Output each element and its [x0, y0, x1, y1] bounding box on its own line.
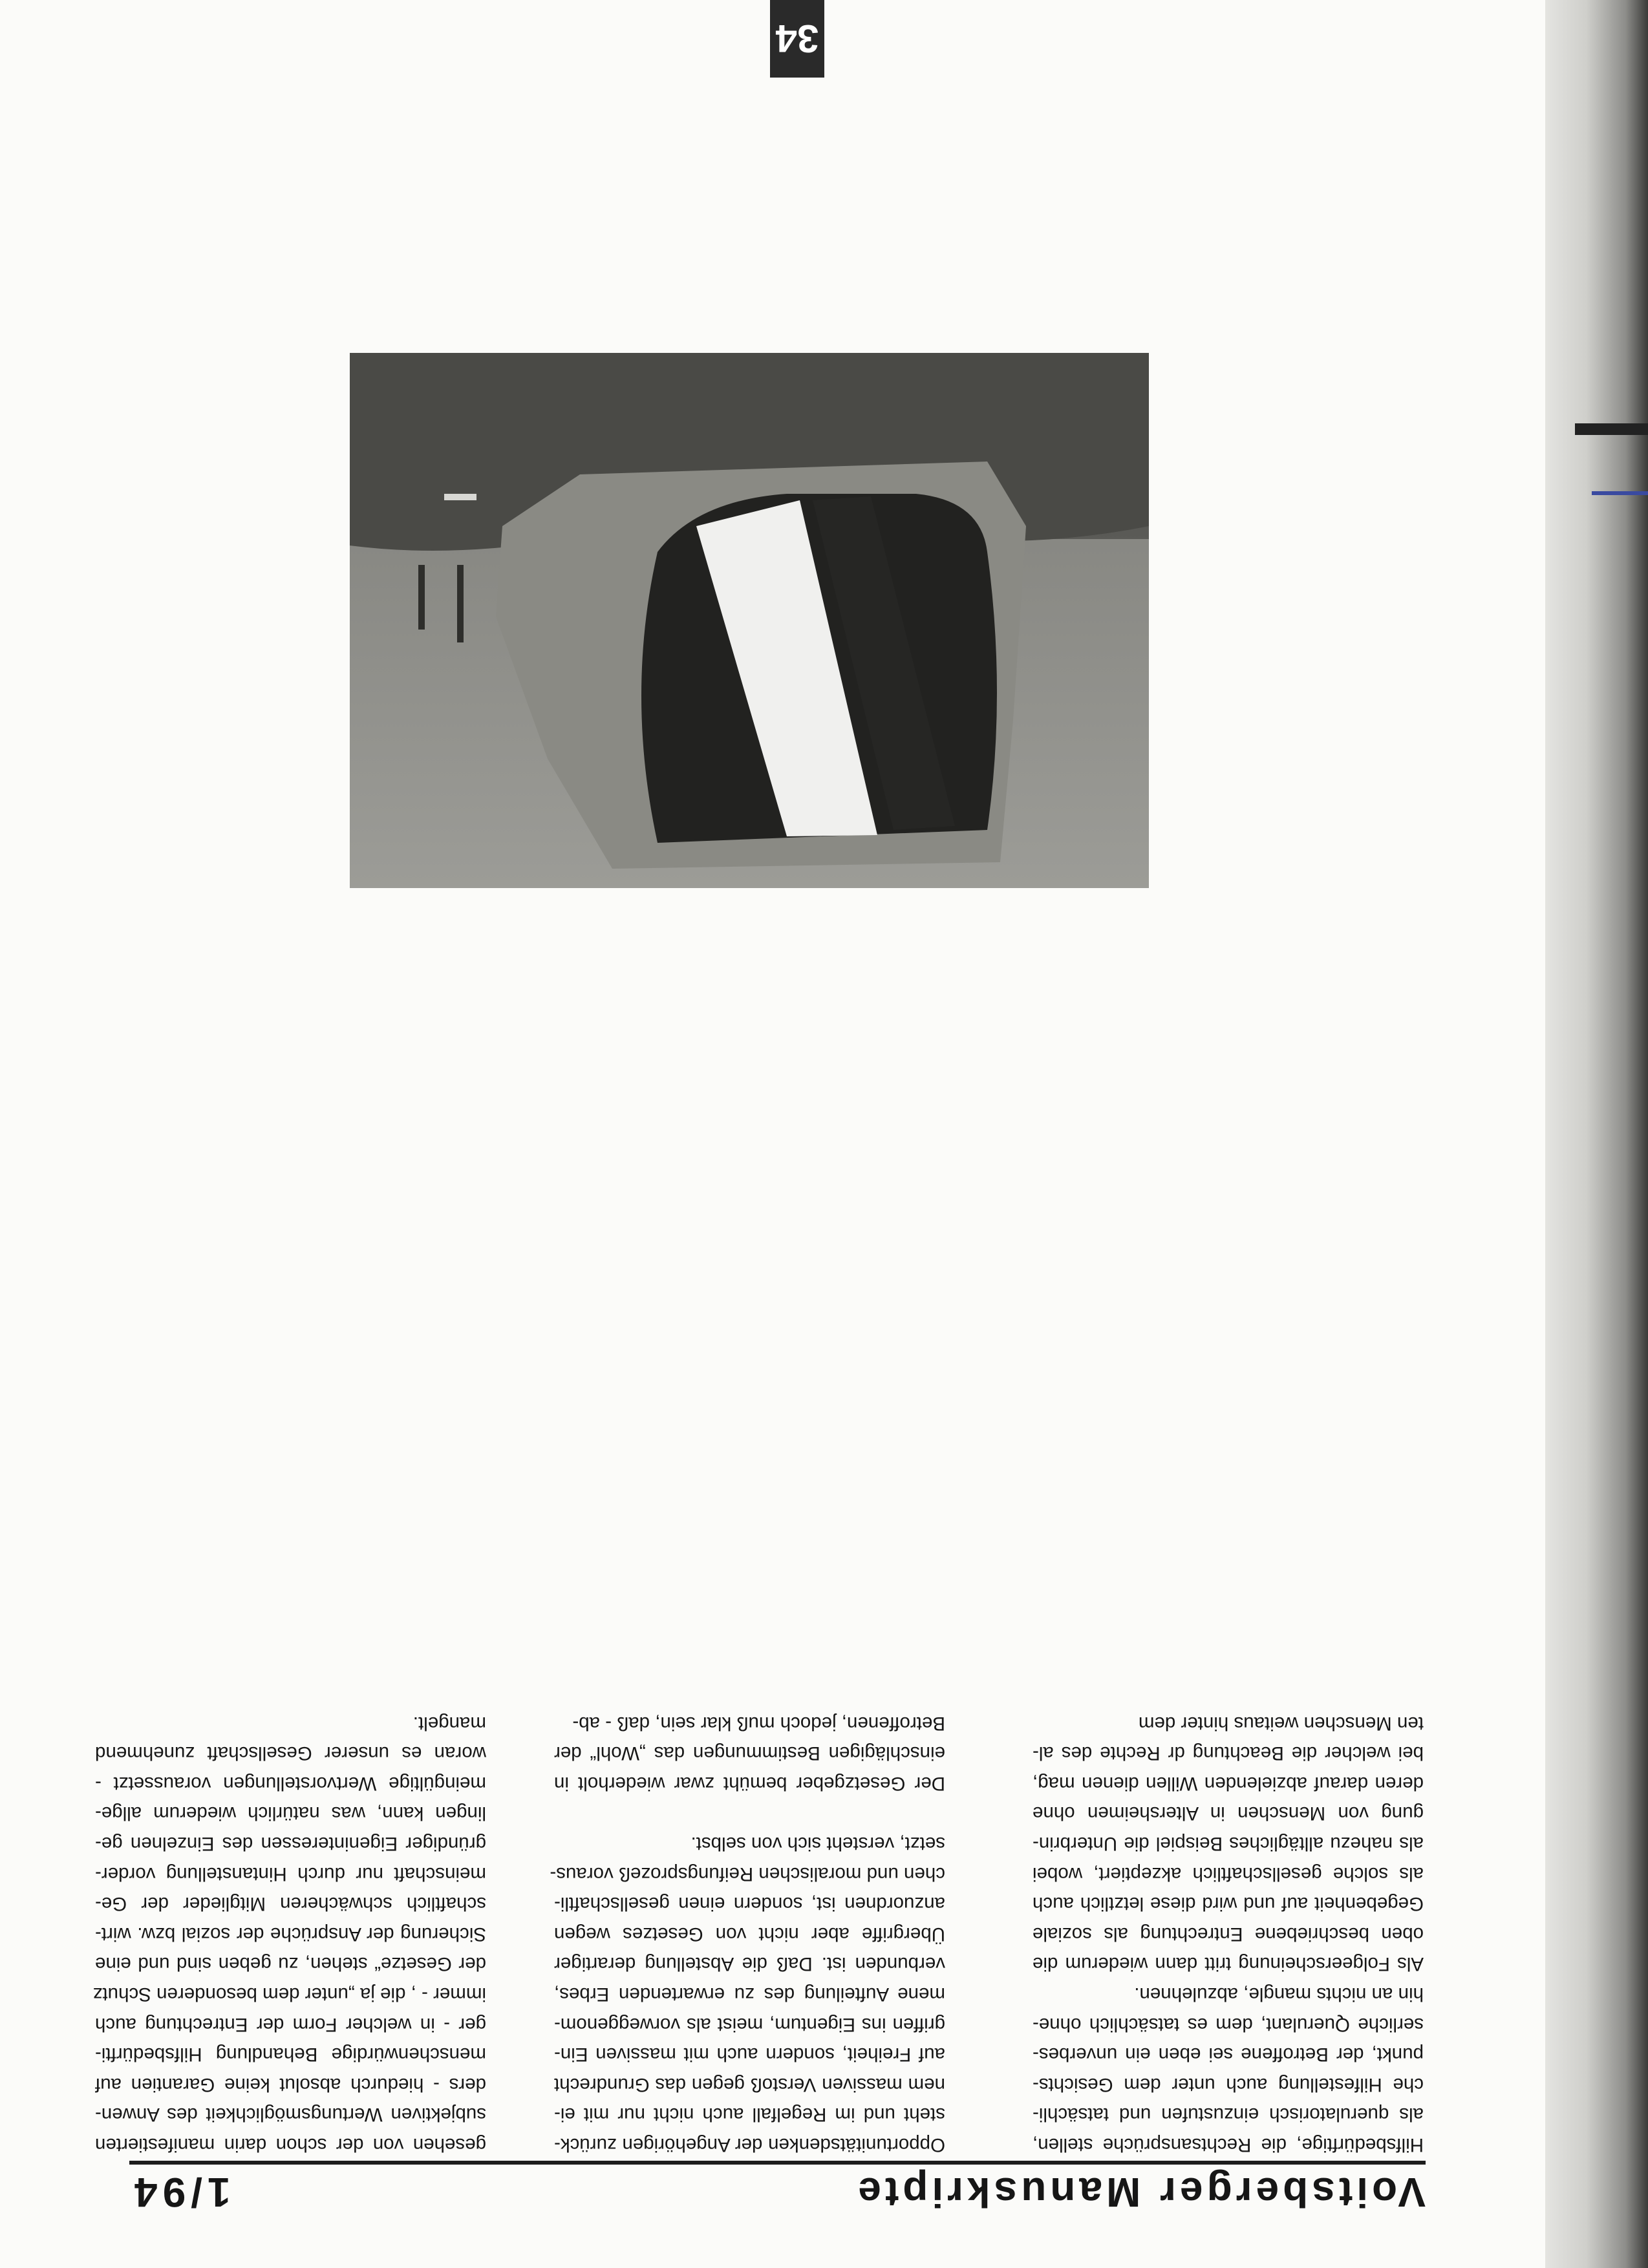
text-line: griffen ins Eigentum, meist als vorweggenom-: [554, 2013, 945, 2035]
text-line: der Gesetze“ stehen, zu geben sind und eine: [95, 1953, 486, 1975]
text-line: punkt, der Betroffene sei eben ein unverbes-: [1033, 2044, 1424, 2066]
text-line: setzt, versteht sich von selbst.: [690, 1833, 945, 1855]
text-line: subjektiven Wertungsmöglichkeit des Anwen-: [95, 2104, 486, 2126]
text-line: Betroffenen, jedoch muß klar sein, daß - ab-: [572, 1712, 945, 1734]
binding-strip: [1575, 423, 1648, 435]
text-line: anzuordnen ist, sondern einen gesellschaftli-: [554, 1893, 945, 1915]
text-line: steht und im Regelfall auch nicht nur mit ei-: [554, 2104, 945, 2126]
text-line: ger - in welcher Form der Entrechtung auch: [95, 2013, 486, 2035]
journal-title: Voitsberger Manuskripte: [854, 2169, 1426, 2216]
text-line: mangelt.: [412, 1712, 486, 1734]
text-line: einschlägigen Bestimmungen das „Wohl“ der: [554, 1743, 945, 1765]
photograph: [350, 353, 1149, 888]
text-line: nem massiven Verstoß gegen das Grundrecht: [554, 2073, 945, 2095]
text-line: Sicherung der Ansprüche der sozial bzw. wirt-: [95, 1923, 486, 1945]
text-line: gründiger Eigeninteressen des Einzelnen ge-: [95, 1833, 486, 1855]
text-line: woran es unserer Gesellschaft zunehmend: [95, 1743, 486, 1765]
text-line: Hilfsbedürftige, die Rechtsansprüche stellen,: [1033, 2134, 1424, 2156]
text-line: meingültige Wertvorstellungen voraussetzt -: [95, 1772, 486, 1794]
text-column-1: [1033, 1708, 1424, 2159]
text-line: hin an nichts mangle, abzulehnen.: [1134, 1984, 1424, 2006]
text-line: lingen kann, was natürlich wiederum allge-: [95, 1803, 486, 1825]
text-line: deren darauf abzielenden Willen dienen mag,: [1033, 1772, 1424, 1794]
text-line: Opportunitätsdenken der Angehörigen zurück-: [554, 2134, 945, 2156]
text-line: Der Gesetzgeber bemüht zwar wiederholt in: [554, 1772, 945, 1794]
text-line: ten Menschen weitaus hinter dem: [1138, 1712, 1424, 1734]
text-line: gung von Menschen in Altersheimen ohne: [1033, 1803, 1424, 1825]
text-line: immer - , die ja „unter dem besonderen Schutz: [92, 1984, 486, 2006]
text-line: mene Aufteilung des zu erwartenden Erbes,: [554, 1984, 945, 2006]
text-line: Als Folgeerscheinung tritt dann wiederum die: [1033, 1953, 1424, 1975]
text-line: als nahezu alltägliches Beispiel die Unterbrin-: [1033, 1833, 1424, 1855]
text-line: chen und moralischen Reifungsprozeß voraus-: [550, 1863, 945, 1885]
text-line: schaftlich schwächeren Mitglieder der Ge-: [95, 1893, 486, 1915]
text-line: menschenwürdige Behandlung Hilfsbedürfti-: [95, 2044, 486, 2066]
text-line: Übergriffe aber nicht von Gesetzes wegen: [554, 1923, 945, 1945]
text-line: che Hilfestellung auch unter dem Gesichts-: [1033, 2073, 1424, 2095]
text-line: gesehen von der schon darin manifestierten: [95, 2134, 486, 2156]
book-binding-edge: [1536, 0, 1648, 2268]
paragraph-gap: [554, 1798, 945, 1828]
text-line: meinschaft nur durch Hintanstellung vorder-: [95, 1863, 486, 1885]
text-line: bei welcher die Beachtung dr Rechte des al-: [1033, 1743, 1424, 1765]
page-number: 34: [770, 0, 824, 78]
text-line: als querulatorisch einzustufen und tatsächli-: [1033, 2104, 1424, 2126]
text-line: oben beschriebene Entrechtung als soziale: [1033, 1923, 1424, 1945]
text-line: ders - hiedurch absolut keine Garantien auf: [95, 2073, 486, 2095]
issue-number: 1/94: [129, 2169, 231, 2216]
text-column-3: [92, 1708, 486, 2159]
binding-marker: [1592, 491, 1648, 495]
text-column-2: [550, 1708, 945, 2159]
text-line: serliche Querulant, dem es tatsächlich ohne-: [1033, 2013, 1424, 2035]
text-line: verbunden ist. Daß die Abstellung derartiger: [554, 1953, 945, 1975]
text-line: Gegebenheit auf und wird diese letztlich auch: [1033, 1893, 1424, 1915]
text-line: auf Freiheit, sondern auch mit massiven Ein-: [554, 2044, 945, 2066]
text-line: als solche gesellschaftlich akzeptiert, wobei: [1033, 1863, 1424, 1885]
page-header: [129, 2161, 1426, 2216]
stone-marker-photo: [350, 353, 1149, 888]
